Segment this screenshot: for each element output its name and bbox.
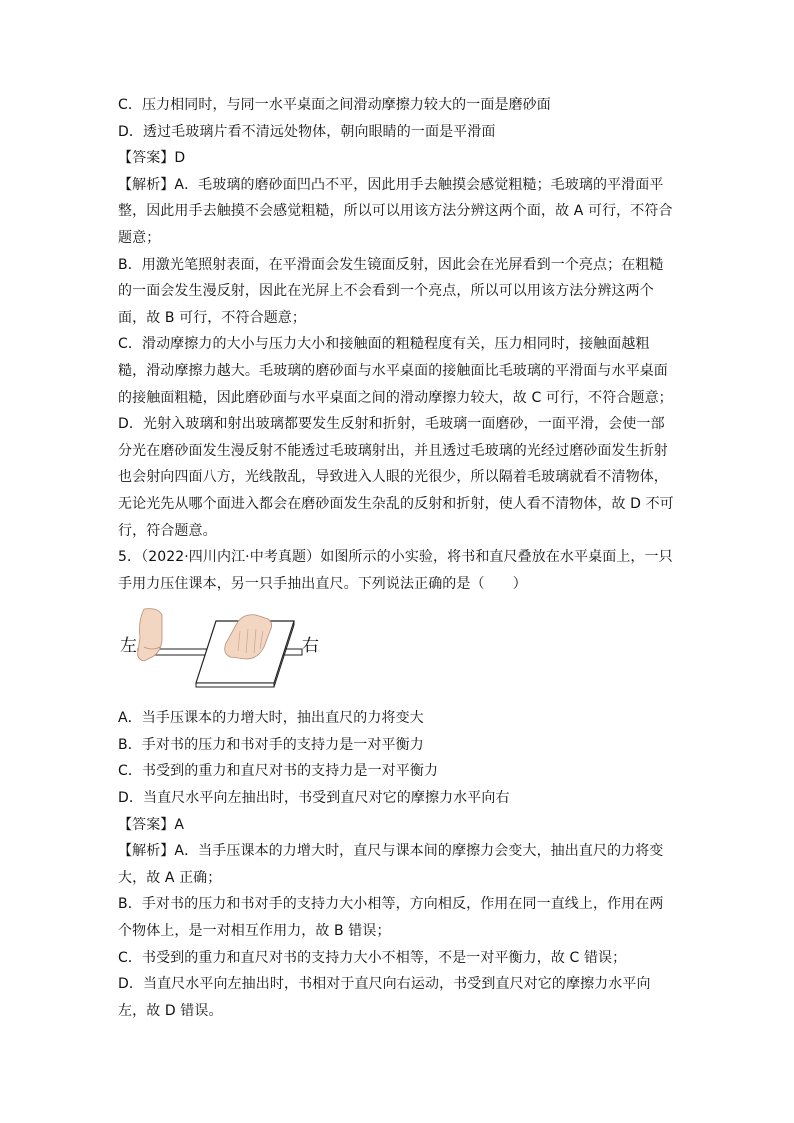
q5-analysis-line-2: B．手对书的压力和书对手的支持力大小相等，方向相反，作用在同一直线上，作用在两: [118, 896, 664, 913]
q5-analysis-line-0: 【解析】A．当手压课本的力增大时，直尺与课本间的摩擦力会变大，抽出直尺的力将变: [118, 843, 664, 860]
book-edge-shape: [196, 683, 274, 687]
q4-answer: [118, 145, 684, 172]
book-ruler-figure: [118, 607, 318, 699]
q4-analysis-line-12: 无论光先从哪个面进入都会在磨砂面发生杂乱的反射和折射，使人看不清物体，故 D 不可: [118, 495, 674, 512]
answer-tag: 【答案】: [118, 150, 175, 167]
q4-analysis-line-1: 整，因此用手去触摸不会感觉粗糙，所以可以用该方法分辨这两个面，故 A 可行，不符合: [118, 203, 673, 220]
q5-option-a: A．当手压课本的力增大时，抽出直尺的力将变大: [118, 710, 424, 727]
q4-option-c: C．压力相同时，与同一水平桌面之间滑动摩擦力较大的一面是磨砂面: [118, 97, 551, 113]
q4-analysis-line-3: B．用激光笔照射表面，在平滑面会发生镜面反射，因此会在光屏看到一个亮点；在粗糙: [118, 256, 664, 273]
q4-analysis-line-8: 的接触面粗糙，因此磨砂面与水平桌面之间的滑动摩擦力较大，故 C 可行，不符合题意；: [118, 389, 673, 406]
q5-analysis-line-5: D．当直尺水平向左抽出时，书相对于直尺向右运动，书受到直尺对它的摩擦力水平向: [118, 976, 651, 993]
q5-answer: [118, 812, 684, 839]
q5-stem-line-1: 手用力压住课本，另一只手抽出直尺。下列说法正确的是（ ）: [118, 575, 527, 592]
q4-analysis-line-10: 分光在磨砂面发生漫反射不能透过毛玻璃射出，并且透过毛玻璃的光经过磨砂面发生折射: [118, 442, 668, 459]
q4-analysis-line-7: 糙，滑动摩擦力越大。毛玻璃的磨砂面与水平桌面的接触面比毛玻璃的平滑面与水平桌面: [118, 362, 668, 379]
q4-analysis-line-9: D．光射入玻璃和射出玻璃都要发生反射和折射，毛玻璃一面磨砂，一面平滑，会使一部: [118, 416, 665, 433]
answer-value: A: [174, 816, 185, 833]
q5-option-c: C．书受到的重力和直尺对书的支持力是一对平衡力: [118, 763, 439, 780]
q5-analysis-line-6: 左，故 D 错误。: [118, 1002, 223, 1019]
answer-value: D: [174, 150, 186, 167]
q4-analysis-line-6: C．滑动摩擦力的大小与压力大小和接触面的粗糙程度有关，压力相同时，接触面越粗: [118, 336, 650, 353]
q5-analysis-line-3: 个物体上，是一对相互作用力，故 B 错误；: [118, 923, 391, 940]
q4-analysis-line-0: 【解析】A．毛玻璃的磨砂面凹凸不平，因此用手去触摸会感觉粗糙；毛玻璃的平滑面平: [118, 176, 664, 193]
q4-analysis-line-13: 行，符合题意。: [118, 522, 217, 539]
analysis-tag: 【解析】: [118, 176, 175, 193]
q5-stem-line-0: 5．（2022·四川内江·中考真题）如图所示的小实验，将书和直尺叠放在水平桌面上，一只: [118, 549, 673, 566]
q4-analysis-line-5: 面，故 B 可行，不符合题意；: [118, 309, 307, 326]
q4-analysis-line-4: 的一面会发生漫反射，因此在光屏上不会看到一个亮点，所以可以用该方法分辨这两个: [118, 283, 654, 300]
document-page: [118, 92, 684, 1024]
q5-option-b: B．手对书的压力和书对手的支持力是一对平衡力: [118, 736, 424, 753]
q5-analysis-line-1: 大，故 A 正确；: [118, 869, 222, 886]
q4-analysis-line-2: 题意；: [118, 229, 161, 246]
q4-analysis-line-11: 也会射向四面八方，光线散乱，导致进入人眼的光很少，所以隔着毛玻璃就看不清物体，: [118, 469, 668, 486]
analysis-tag: 【解析】: [118, 843, 175, 860]
q5-option-d: D．当直尺水平向左抽出时，书受到直尺对它的摩擦力水平向右: [118, 790, 510, 807]
q4-option-d: D．透过毛玻璃片看不清远处物体，朝向眼睛的一面是平滑面: [118, 123, 496, 140]
figure-label-left: 左: [120, 636, 137, 657]
figure-label-right: 右: [302, 636, 319, 657]
q5-analysis-line-4: C．书受到的重力和直尺对书的支持力大小不相等，不是一对平衡力，故 C 错误；: [118, 949, 627, 966]
book-ruler-illustration: [118, 607, 318, 699]
answer-tag: 【答案】: [118, 816, 175, 833]
